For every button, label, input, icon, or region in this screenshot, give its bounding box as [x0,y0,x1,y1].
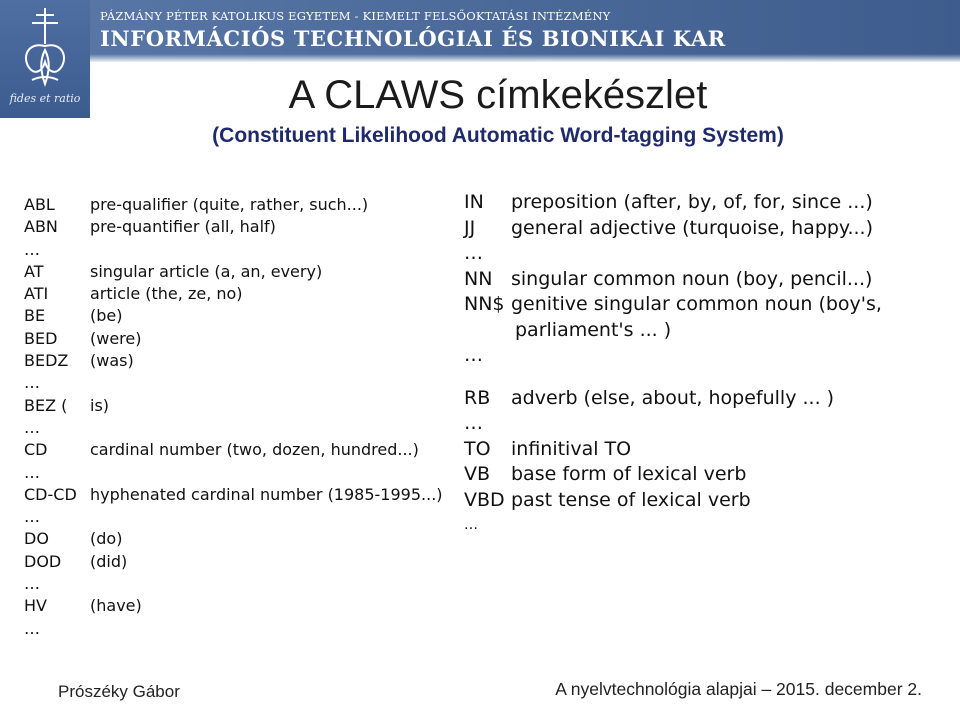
ellipsis-row [24,462,454,484]
ellipsis-row [464,343,954,369]
tag-row [24,595,454,617]
tag-row [24,216,454,238]
tag-code: VB [464,463,491,485]
tag-row [24,551,454,573]
tag-description: (was) [90,351,134,371]
tag-code: ABN [24,217,58,237]
tag-code: … [24,373,40,393]
faculty-name: INFORMÁCIÓS TECHNOLÓGIAI ÉS BIONIKAI KAR [100,26,726,51]
tag-code: … [464,517,478,533]
tag-description: base form of lexical verb [511,463,747,485]
slide-title [0,73,960,118]
tag-description: (do) [90,529,123,549]
footer-author: Prószéky Gábor [58,682,180,701]
ellipsis-row [24,417,454,439]
tag-row [24,395,454,417]
tag-description: pre-qualifier (quite, rather, such...) [90,195,369,214]
tag-code: … [24,574,40,594]
university-motto: fides et ratio [9,92,81,105]
tag-row [24,350,454,372]
tag-code: BEZ ( [24,395,68,415]
tag-list-right [464,190,954,539]
tag-description: hyphenated cardinal number (1985-1995...) [90,484,443,504]
tag-code: CD-CD [24,484,77,504]
tag-code: IN [464,191,484,213]
tag-list-left [24,194,454,640]
tag-description: singular article (a, an, every) [90,261,323,281]
tag-row [464,386,954,412]
tag-code: … [24,618,40,638]
tag-description: preposition (after, by, of, for, since ...) [511,191,873,213]
tag-row [24,305,454,327]
tag-code: … [464,412,483,434]
tag-code: TO [464,437,491,460]
tag-code: NN [464,267,493,290]
tag-description: (did) [90,551,128,571]
tag-description: adverb (else, about, hopefully ... ) [511,386,835,409]
tag-row [24,484,454,506]
ellipsis-row [24,239,454,261]
ellipsis-row [24,618,454,640]
tag-code: CD [24,440,48,460]
ellipsis-row [24,573,454,595]
tag-code: … [24,462,40,482]
tag-description: past tense of lexical verb [511,488,751,511]
tag-description: is) [90,395,110,415]
tag-code: BE [24,306,46,326]
tag-code: … [464,344,483,366]
tag-row [464,462,954,488]
university-name: PÁZMÁNY PÉTER KATOLIKUS EGYETEM - KIEMELT FELSŐOKTATÁSI INTÉZMÉNY [100,9,611,23]
tag-row [464,216,954,242]
tag-row [24,194,454,216]
tag-code: … [24,507,40,527]
tag-description: (were) [90,328,142,348]
ellipsis-row [464,411,954,437]
ellipsis-row [24,506,454,528]
tag-row [24,283,454,305]
tag-description: general adjective (turquoise, happy...) [511,216,874,239]
ellipsis-row [464,241,954,267]
tag-description: (have) [90,596,142,616]
slide-subtitle [0,124,960,148]
tag-row [464,292,954,318]
tag-code: … [24,239,40,259]
tag-code: HV [24,596,47,616]
tag-code: ATI [24,284,49,304]
footer-course-date: A nyelvtechnológia alapjai – 2015. december 2. [555,679,922,699]
tag-row-continuation [468,318,958,344]
ellipsis-row [464,513,954,539]
tag-description: article (the, ze, no) [90,284,243,304]
tag-description: singular common noun (boy, pencil...) [511,267,873,290]
tag-description: pre-quantifier (all, half) [90,217,276,237]
tag-code: BEDZ [24,351,69,371]
tag-row [24,528,454,550]
tag-code: … [24,417,40,437]
tag-row [24,261,454,283]
tag-description: infinitival TO [511,437,632,460]
ellipsis-row [24,372,454,394]
tag-description: cardinal number (two, dozen, hundred...) [90,440,419,460]
tag-code: NN$ [464,293,505,315]
tag-description: parliament's ... ) [515,318,672,341]
tag-row [24,328,454,350]
tag-description: (be) [90,306,123,326]
tag-code: DO [24,529,49,549]
tag-row [464,488,954,514]
tag-row [464,190,954,216]
tag-row [464,437,954,463]
tag-code: DOD [24,551,62,571]
tag-code: … [464,242,483,264]
slide-subtitle-text: (Constituent Likelihood Automatic Word-tagging System) [212,124,784,147]
tag-code: VBD [464,488,505,511]
tag-row [24,439,454,461]
tag-code: ABL [24,195,55,214]
tag-row [464,267,954,293]
tag-code: RB [464,386,491,409]
tag-code: AT [24,261,44,281]
slide-title-text: A CLAWS címkekészlet [288,73,708,117]
tag-code: JJ [464,216,476,239]
tag-code: BED [24,328,58,348]
tag-description: genitive singular common noun (boy's, [511,293,882,315]
